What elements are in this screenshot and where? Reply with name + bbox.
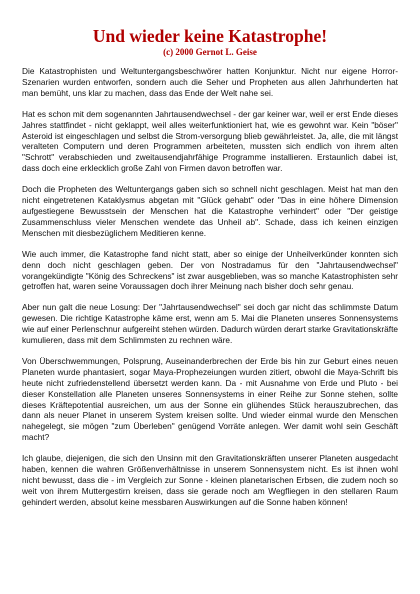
paragraph-2: Hat es schon mit dem sogenannten Jahrtausendwechsel - der gar keiner war, weil er erst Ende dieses Jahres stattfindet - nicht geklappt, weil alles weiterfunktioniert hat, wie es gewohnt war. Kein "böser" Asteroid ist eingeschlagen und selbst die Strom-versorgung blieb gewährleistet. Ja, alle, die mit längst veralteten Computern und deren Programmen arbeiteten, mussten sich endlich von ihrem alten "Schrott" verabschieden und zweitausendjahrfähige Programme installieren. Erstaunlich dabei ist, dass doch eine erklecklich große Zahl von Firmen davon betroffen war. xyxy=(22,108,398,174)
paragraph-3: Doch die Propheten des Weltuntergangs gaben sich so schnell nicht geschlagen. Meist hat man den nicht eingetretenen Kataklysmus abgetan mit "Glück gehabt" oder "Das in eine höhere Dimension aufgestiegene Bewusstsein der Menschen hat die Katastrophe verhindert" oder "Der geistige Zusammenschluss vieler Menschen wendete das Unheil ab". Schade, dass ich keinen einzigen Menschen mit diesbezüglichem Meditieren kenne. xyxy=(22,184,398,238)
article-byline: (c) 2000 Gernot L. Geise xyxy=(163,47,257,57)
paragraph-6: Von Überschwemmungen, Polsprung, Auseinanderbrechen der Erde bis hin zur Geburt eines neuen Planeten wurde phantasiert, sogar Maya-Prophezeiungen wurden zitiert, obwohl die Maya-Schrift bis heute nicht zufriedenstellend übersetzt werden kann. Da - mit Ausnahme von Erde und Pluto - bei dieser Konstellation alle Planeten unseres Sonnensystems in einer Reihe zur Sonne stehen, sollte dieses Kräftepotential ausreichen, um aus der Sonne ein glühendes Stück herauszubrechen, das dann als neuer Planet in unserem System kreisen sollte. Und wieder einmal wurde den Menschen nahegelegt, sie mögen "zum Überleben" genügend Vorräte anlegen. Wer damit wohl sein Geschäft macht? xyxy=(22,355,398,443)
paragraph-4: Wie auch immer, die Katastrophe fand nicht statt, aber so einige der Unheilverkünder konnten sich denn doch nicht geschlagen geben. Der von Nostradamus für den "Jahrtausendwechsel" vorangekündigte "König des Schreckens" ist zwar ausgeblieben, was so manche Katastrophisten sehr getroffen hat, waren seine Voraussagen doch ihrer Meinung nach bisher doch sehr genau. xyxy=(22,248,398,292)
paragraph-1: Die Katastrophisten und Weltuntergangsbeschwörer hatten Konjunktur. Nicht nur eigene Horror-Szenarien wurden entworfen, sondern auch die Seher und Propheten aus allen Jahrhunderten hat man bemüht, uns klar zu machen, dass das Ende der Welt nahe sei. xyxy=(22,66,398,98)
paragraph-5: Aber nun galt die neue Losung: Der "Jahrtausendwechsel" sei doch gar nicht das schlimmste Datum gewesen. Die richtige Katastrophe käme erst, wenn am 5. Mai die Planeten unseres Sonnensystems wie auf einer Perlenschnur aufgereiht stehen würden. Dadurch würden derart starke Gravitationskräfte kumulieren, dass mit dem Schlimmsten zu rechnen wäre. xyxy=(22,302,398,346)
paragraph-7: Ich glaube, diejenigen, die sich den Unsinn mit den Gravitationskräften unserer Planeten ausgedacht haben, kennen die wahren Größenverhältnisse in unserem Sonnensystem nicht. Es ist ihnen wohl nicht bewusst, dass die - im Vergleich zur Sonne - kleinen planetarischen Erbsen, die zudem noch so weit von ihrem Muttergestirn kreisen, dass sie gerade noch am Wegfliegen in den stellaren Raum gehindert werden, absolut keine messbaren Auswirkungen auf die Sonne haben können! xyxy=(22,453,398,507)
article-title: Und wieder keine Katastrophe! xyxy=(92,26,328,46)
